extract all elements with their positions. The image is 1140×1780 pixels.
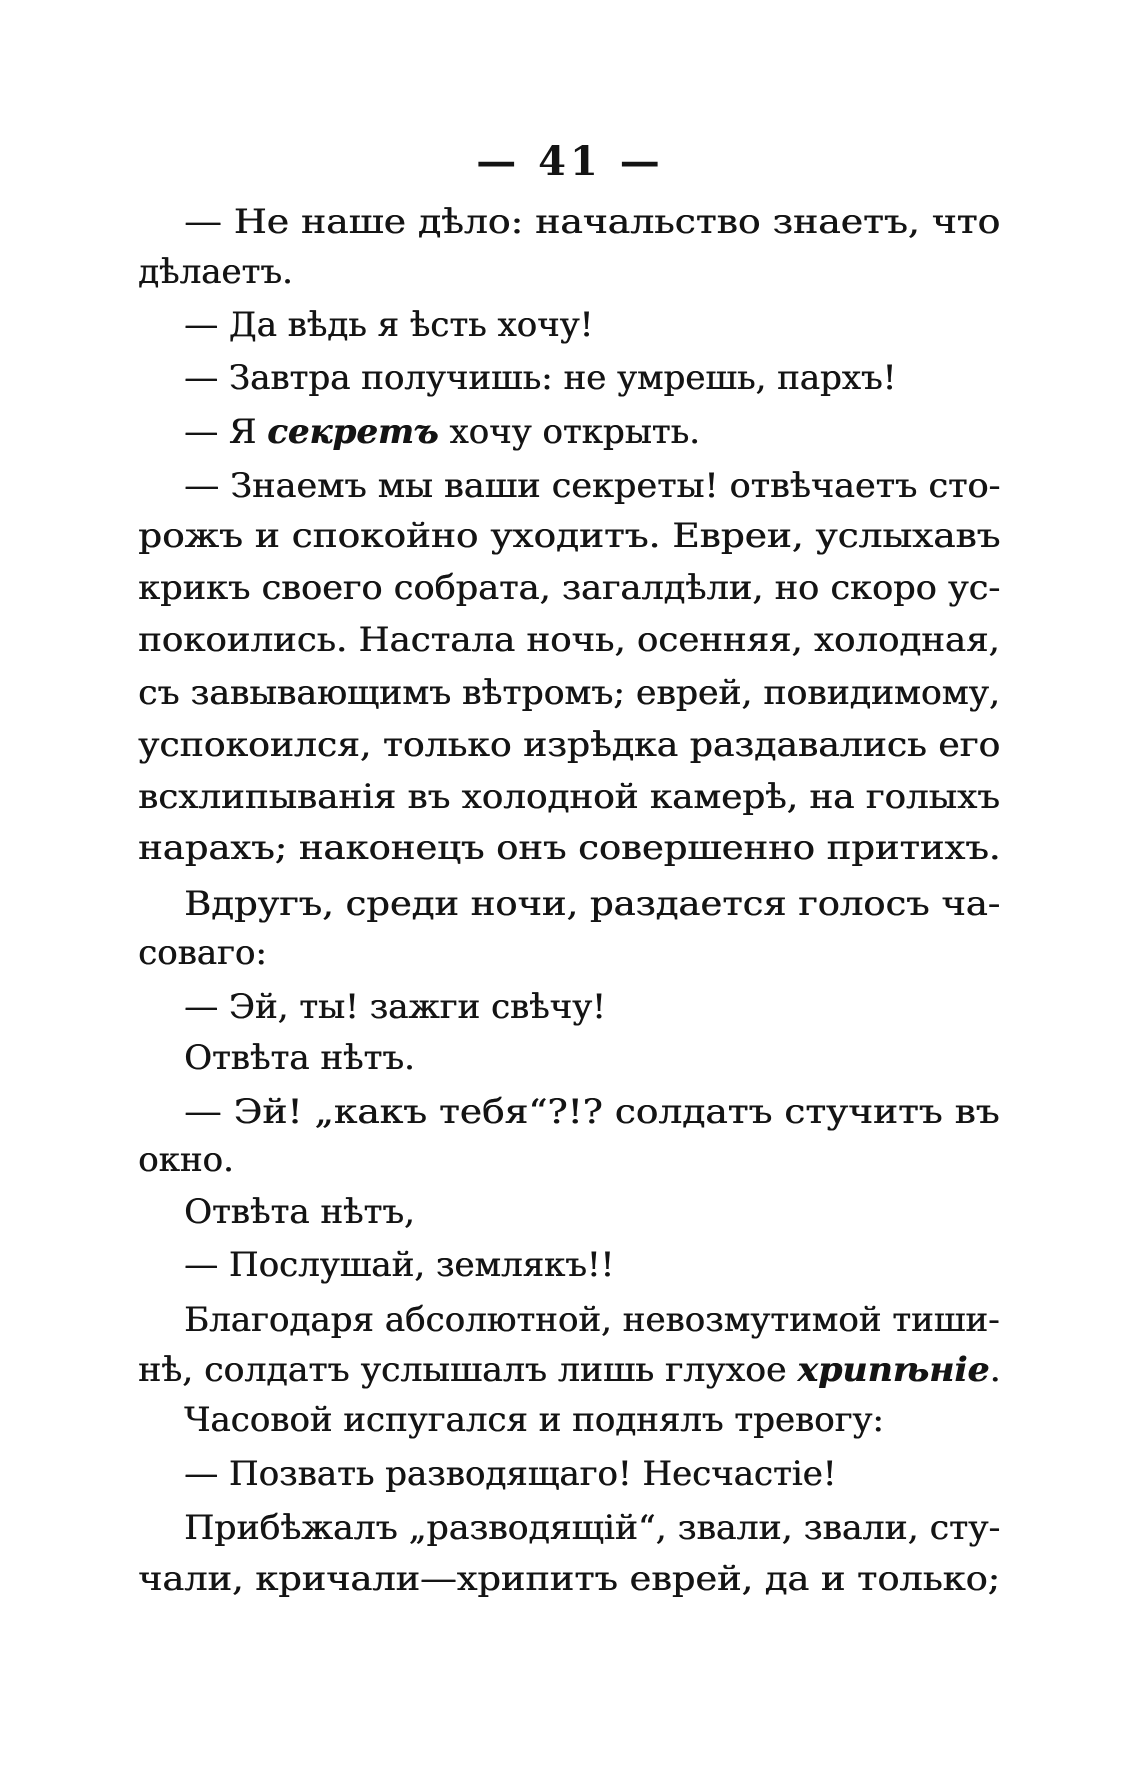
text-run: — Эй! „какъ тебя“?!? солдатъ стучитъ въ <box>184 1092 1000 1132</box>
text-line <box>184 1182 415 1242</box>
text-line <box>184 1082 999 1142</box>
text-run: нѣ, солдатъ услышалъ лишь глухое <box>138 1350 798 1390</box>
text-run: окно. <box>138 1140 234 1180</box>
text-run: крикъ своего собрата, загалдѣли, но скоро ус- <box>138 568 1001 608</box>
text-line <box>138 558 1000 618</box>
text-run: рожъ и спокойно уходитъ. Евреи, услыхавъ <box>138 516 1001 556</box>
text-run: — Послушай, землякъ!! <box>184 1245 615 1285</box>
text-line <box>184 1444 836 1504</box>
text-run: — Да вѣдь я ѣсть хочу! <box>184 305 594 345</box>
text-line <box>184 402 700 462</box>
text-line <box>184 874 1000 934</box>
text-run: . <box>989 1350 1001 1390</box>
text-line <box>138 715 1000 775</box>
text-line <box>184 192 1000 252</box>
text-run: хочу открыть. <box>438 412 700 452</box>
text-line <box>184 348 896 408</box>
text-line <box>138 818 1000 878</box>
text-run: Отвѣта нѣтъ, <box>184 1192 415 1232</box>
text-run: Благодаря абсолютной, невозмутимой тиши- <box>184 1300 1000 1340</box>
text-line <box>138 663 1000 723</box>
text-line <box>184 295 593 355</box>
text-line <box>138 610 1000 670</box>
text-run: Часовой испугался и поднялъ тревогу: <box>184 1400 884 1440</box>
italic-text: секретъ <box>267 412 439 452</box>
text-line <box>138 1549 1000 1609</box>
text-run: успокоился, только изрѣдка раздавались его <box>138 725 1001 765</box>
text-run: Отвѣта нѣтъ. <box>184 1038 415 1078</box>
text-run: — Эй, ты! зажги свѣчу! <box>184 987 606 1027</box>
text-run: нарахъ; наконецъ онъ совершенно притихъ. <box>138 828 1001 868</box>
text-line <box>184 1028 415 1088</box>
text-run: — Я <box>184 412 268 452</box>
text-run: — Завтра получишь: не умрешь, пархъ! <box>184 358 897 398</box>
text-run: чали, кричали—хрипитъ еврей, да и только; <box>138 1559 1000 1599</box>
text-run: Вдругъ, среди ночи, раздается голосъ ча- <box>184 884 1001 924</box>
italic-text: хрипѣніе <box>797 1350 990 1390</box>
text-run: — Не наше дѣло: начальство знаетъ, что <box>184 202 1001 242</box>
text-run: — Знаемъ мы ваши секреты! отвѣчаетъ сто- <box>184 466 1001 506</box>
text-line <box>138 923 267 983</box>
text-line <box>184 1235 614 1295</box>
text-line <box>138 1130 234 1190</box>
text-run: Прибѣжалъ „разводящій“, звали, звали, сту- <box>184 1508 1001 1548</box>
text-line <box>184 1390 884 1450</box>
text-line <box>138 242 293 302</box>
page-number: — 41 — <box>476 138 664 185</box>
text-run: всхлипыванія въ холодной камерѣ, на голыхъ <box>138 777 1000 817</box>
text-run: покоились. Настала ночь, осенняя, холодная, <box>138 620 1000 660</box>
text-run: соваго: <box>138 933 267 973</box>
text-run: дѣлаетъ. <box>138 252 293 292</box>
text-run: съ завывающимъ вѣтромъ; еврей, повидимому, <box>138 673 1000 713</box>
text-run: — Позвать разводящаго! Несчастіе! <box>184 1454 837 1494</box>
text-line <box>138 506 1000 566</box>
